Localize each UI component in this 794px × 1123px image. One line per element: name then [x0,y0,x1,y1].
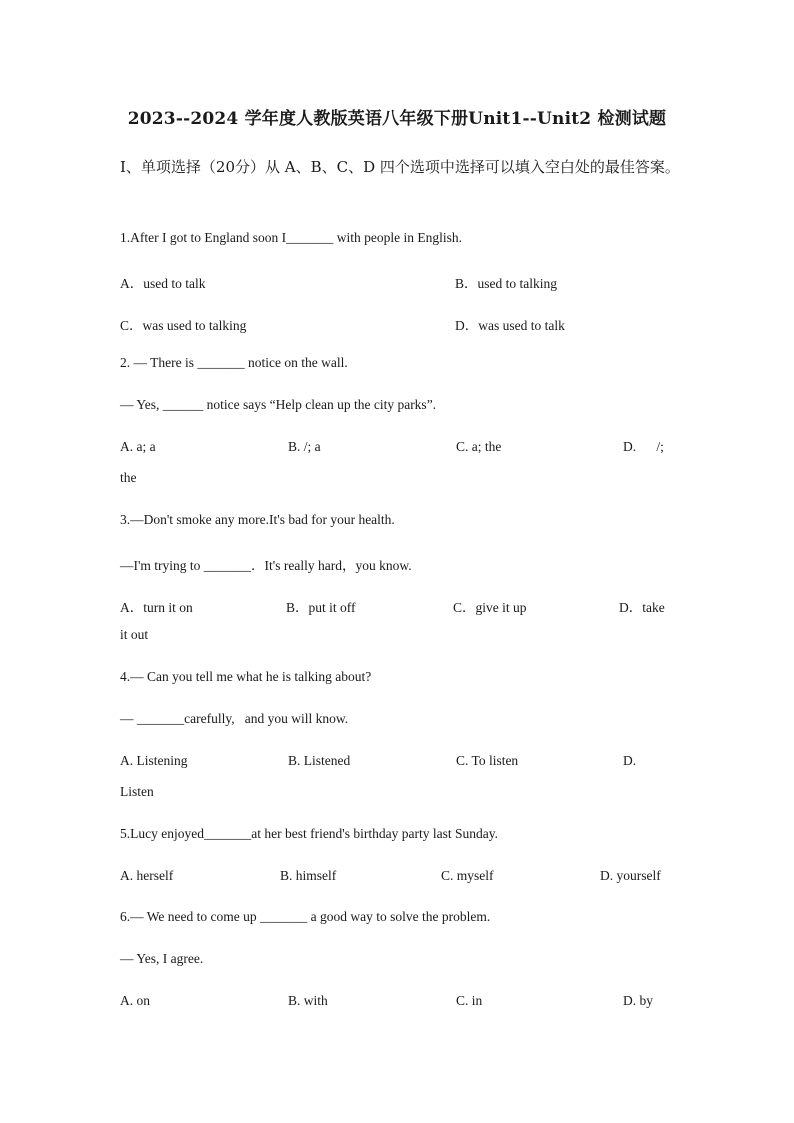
question-1-option-b: B．used to talking [455,276,557,291]
question-1-option-c: C．was used to talking [120,318,247,333]
question-4-option-d-wrap: Listen [120,784,154,799]
question-4-text: 4.— Can you tell me what he is talking about? [120,669,372,684]
question-3-text: 3.—Don't smoke any more.It's bad for your health. [120,512,395,527]
question-2-option-a: A. a; a [120,439,156,454]
question-3-option-b: B．put it off [286,600,356,615]
question-4-option-a: A. Listening [120,753,188,768]
section-instruction: Ⅰ、单项选择（20分）从 A、B、C、D 四个选项中选择可以填入空白处的最佳答案。 [120,158,680,176]
question-1-text: 1.After I got to England soon I_______ with people in English. [120,230,462,245]
question-6-reply: — Yes, I agree. [120,951,204,966]
question-6-option-c: C. in [456,993,483,1008]
question-6-option-a: A. on [120,993,150,1008]
question-3-reply: —I'm trying to _______．It's really hard，you know. [120,558,412,573]
question-4-option-c: C. To listen [456,753,519,768]
question-2-text: 2. — There is _______ notice on the wall. [120,355,348,370]
question-6-text: 6.— We need to come up _______ a good way to solve the problem. [120,909,491,924]
question-2-reply: — Yes, ______ notice says “Help clean up the city parks”. [120,397,437,412]
question-2-option-d-wrap: the [120,470,137,485]
question-6-option-d: D. by [623,993,653,1008]
question-3-option-d-wrap: it out [120,627,149,642]
question-3-option-a: A．turn it on [120,600,193,615]
question-5-option-d: D. yourself [600,868,661,883]
question-4-option-b: B. Listened [288,753,351,768]
page-title: 2023--2024 学年度人教版英语八年级下册Unit1--Unit2 检测试题 [127,109,667,129]
question-2-option-d: D. /; [623,439,664,454]
question-5-option-b: B. himself [280,868,337,883]
question-5-option-a: A. herself [120,868,174,883]
question-4-reply: — _______carefully, and you will know. [120,711,349,726]
question-1-option-a: A．used to talk [120,276,206,291]
question-3-option-d: D．take [619,600,665,615]
question-5-option-c: C. myself [441,868,494,883]
question-3-option-c: C．give it up [453,600,527,615]
question-2-option-b: B. /; a [288,439,321,454]
question-5-text: 5.Lucy enjoyed_______at her best friend's birthday party last Sunday. [120,826,498,841]
question-2-option-c: C. a; the [456,439,502,454]
question-6-option-b: B. with [288,993,328,1008]
question-1-option-d: D．was used to talk [455,318,565,333]
question-4-option-d: D. [623,753,637,768]
